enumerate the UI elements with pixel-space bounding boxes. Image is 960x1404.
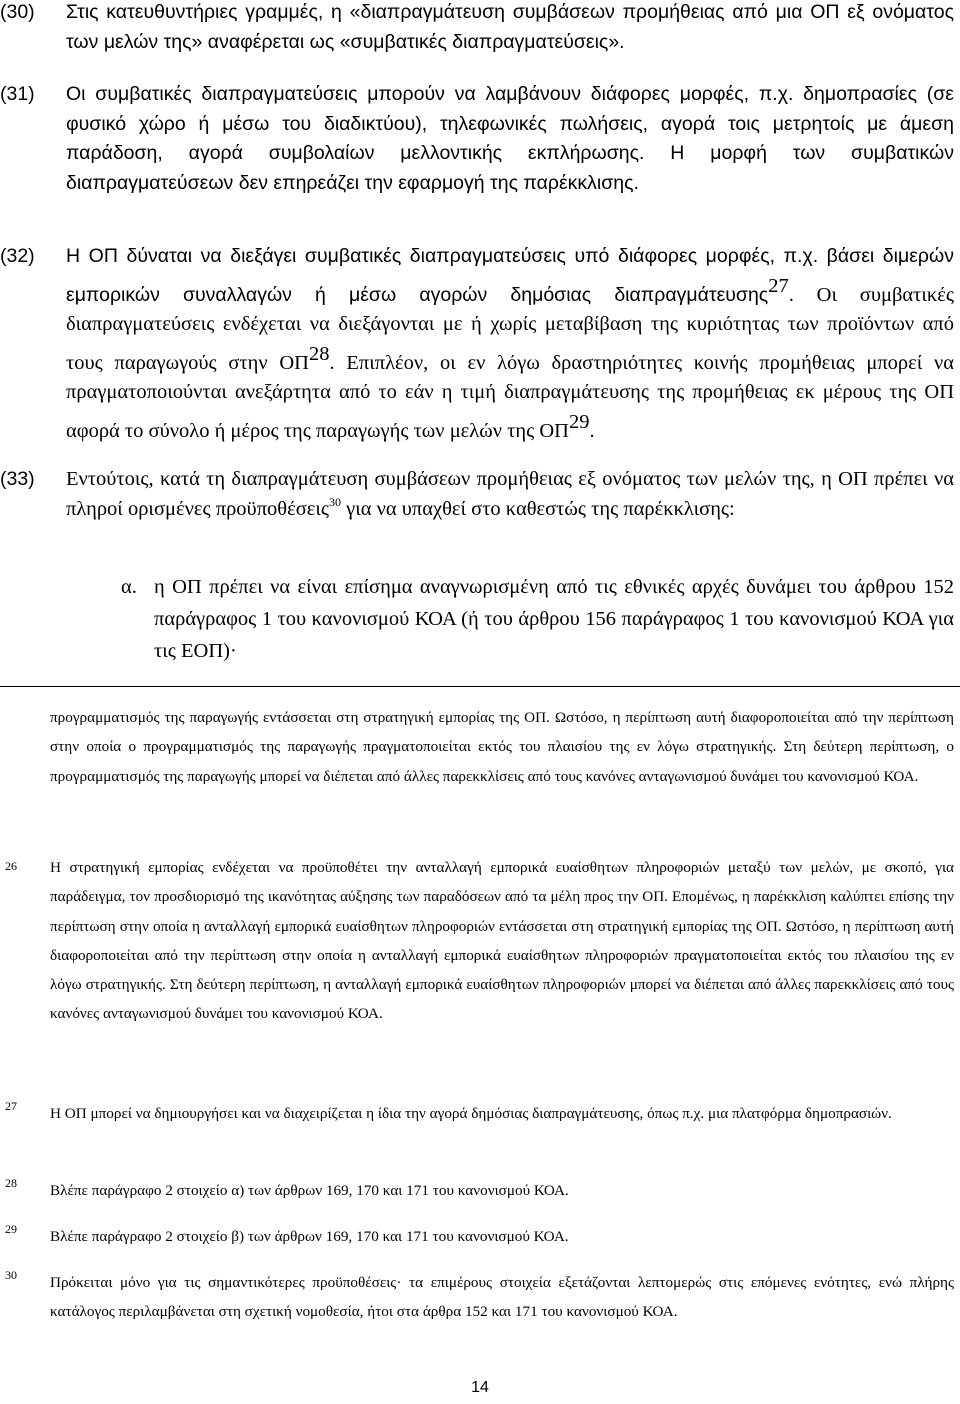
footnote-text: Η ΟΠ μπορεί να δημιουργήσει και να διαχειρίζεται η ίδια την αγορά δημόσιας διαπραγμάτευσης, όπως π.χ. μια πλατφόρμα δημοπρασιών. xyxy=(50,1105,892,1122)
footnote-number: 29 xyxy=(5,1222,17,1236)
paragraph-number: (31) xyxy=(0,83,35,105)
paragraph-text-part: Η ΟΠ δύναται να διεξάγει συμβατικές διαπραγματεύσεις υπό διάφορες μορφές, π.χ. βάσει διμερών εμπορικών συναλλαγών ή μέσω αγορών δημόσιας διαπραγμάτευσης xyxy=(66,245,954,306)
footnote-text: Πρόκειται μόνο για τις σημαντικότερες προϋποθέσεις· τα επιμέρους στοιχεία εξετάζονται λεπτομερώς στις επόμενες ενότητες, ενώ πλήρης κατάλογος περιλαμβάνεται στη σχετική νομοθεσία, ήτοι στα άρθρα 152 και 171 του κανονισμού ΚΟΑ. xyxy=(50,1274,954,1321)
footnote-ref-28[interactable]: 28 xyxy=(309,342,330,365)
footnote-ref-30[interactable]: 30 xyxy=(329,494,342,509)
footnote-number: 28 xyxy=(5,1176,17,1190)
footnote-number: 30 xyxy=(5,1268,17,1282)
page-number: 14 xyxy=(471,1379,489,1396)
paragraph-text: Οι συμβατικές διαπραγματεύσεις μπορούν να λαμβάνουν διάφορες μορφές, π.χ. δημοπρασίες (σε φυσικό χώρο ή μέσω του διαδικτύου), τηλεφωνικές πωλήσεις, αγορά τοις μετρητοίς με άμεση παράδοση, αγορά συμβολαίων μελλοντικής εκπλήρωσης. Η μορφή των συμβατικών διαπραγματεύσεων δεν επηρεάζει την εφαρμογή της παρέκκλισης. xyxy=(66,83,954,194)
footnote-text: Βλέπε παράγραφο 2 στοιχείο β) των άρθρων 169, 170 και 171 του κανονισμού ΚΟΑ. xyxy=(50,1228,569,1245)
paragraph-text: Στις κατευθυντήριες γραμμές, η «διαπραγμάτευση συμβάσεων προμήθειας από μια ΟΠ εξ ονόματος των μελών της» αναφέρεται ως «συμβατικές διαπραγματεύσεις». xyxy=(66,1,954,53)
paragraph-text-part: για να υπαχθεί στο καθεστώς της παρέκκλισης: xyxy=(341,497,735,520)
footnote-text: Η στρατηγική εμπορίας ενδέχεται να προϋποθέτει την ανταλλαγή εμπορικά ευαίσθητων πληροφοριών μεταξύ των μελών, με σκοπό, για παράδειγμα, τον προσδιορισμό της ικανότητας αύξησης των παραδόσεων από τα μέλη προς την ΟΠ. Επομένως, η παρέκκλιση καλύπτει επίσης την περίπτωση στην οποία η ανταλλαγή εμπορικά ευαίσθητων πληροφοριών εντάσσεται στη στρατηγική εμπορίας της ΟΠ. Ωστόσο, η περίπτωση αυτή διαφοροποιείται από την περίπτωση στην οποία η ανταλλαγή εμπορικά ευαίσθητων πληροφοριών πραγματοποιείται εκτός του πλαισίου της εν λόγω στρατηγικής. Στη δεύτερη περίπτωση, η ανταλλαγή εμπορικά ευαίσθητων πληροφοριών μπορεί να διέπεται από άλλες παρεκκλίσεις από τους κανόνες ανταγωνισμού δυνάμει του κανονισμού ΚΟΑ. xyxy=(50,859,954,1023)
footnote-ref-27[interactable]: 27 xyxy=(768,274,789,297)
paragraph-text-part: . Επιπλέον, οι εν λόγω δραστηριότητες κοινής προμήθειας μπορεί να πραγματοποιούνται ανεξάρτητα από το εάν η τιμή διαπραγμάτευσης της προμήθειας εκ μέρους της ΟΠ αφορά το σύνολο ή μέρος της παραγωγής των μελών της ΟΠ xyxy=(66,351,955,442)
footnote-separator xyxy=(0,686,960,687)
paragraph-text-part: . xyxy=(589,419,595,442)
paragraph-number: (32) xyxy=(0,245,35,267)
footnote-number: 26 xyxy=(5,859,17,873)
paragraph-number: (33) xyxy=(0,468,35,490)
footnote-text: προγραμματισμός της παραγωγής εντάσσεται στη στρατηγική εμπορίας της ΟΠ. Ωστόσο, η περίπτωση αυτή διαφοροποιείται από την περίπτωση στην οποία ο προγραμματισμός της παραγωγής πραγματοποιείται εκτός του πλαισίου της εν λόγω στρατηγικής. Στη δεύτερη περίπτωση, ο προγραμματισμός της παραγωγής μπορεί να διέπεται από άλλες παρεκκλίσεις από τους κανόνες ανταγωνισμού δυνάμει του κανονισμού ΚΟΑ. xyxy=(50,709,954,785)
list-item-text: η ΟΠ πρέπει να είναι επίσημα αναγνωρισμένη από τις εθνικές αρχές δυνάμει του άρθρου 152 παράγραφος 1 του κανονισμού ΚΟΑ (ή του άρθρου 156 παράγραφος 1 του κανονισμού ΚΟΑ για τις ΕΟΠ)· xyxy=(154,576,954,662)
footnote-text: Βλέπε παράγραφο 2 στοιχείο α) των άρθρων 169, 170 και 171 του κανονισμού ΚΟΑ. xyxy=(50,1182,569,1199)
paragraph-text-part: . Οι συμβατικές διαπραγματεύσεις ενδέχεται να διεξάγονται με ή χωρίς μεταβίβαση της κυριότητας των προϊόντων από τους παραγωγούς στην ΟΠ xyxy=(66,283,954,374)
paragraph-number: (30) xyxy=(0,1,35,23)
footnote-ref-29[interactable]: 29 xyxy=(568,410,590,433)
paragraph-text xyxy=(66,242,954,446)
list-item-label: α. xyxy=(121,576,137,598)
footnote-number: 27 xyxy=(5,1099,17,1113)
paragraph-text xyxy=(66,465,954,524)
paragraph-text-part: Εντούτοις, κατά τη διαπραγμάτευση συμβάσεων προμήθειας εξ ονόματος των μελών της, η ΟΠ πρέπει να πληροί ορισμένες προϋποθέσεις xyxy=(66,468,954,520)
